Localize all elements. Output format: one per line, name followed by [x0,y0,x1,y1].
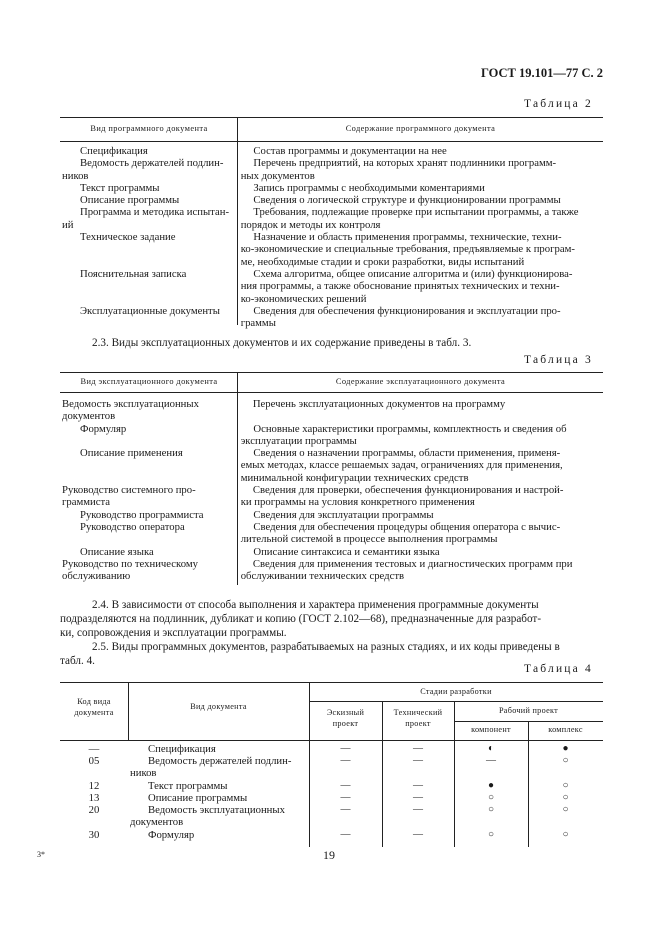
table2-row [60,219,603,231]
table2-type-cell: Описание программы [80,194,180,207]
table3-content-cell: емых методах, классе решаемых задач, ограничениях для применения, [240,459,563,472]
table2-content-cell: Назначение и область применения программы, технические, техни- [253,231,562,244]
table2-content-cell: Схема алгоритма, общее описание алгоритма и (или) функционирова- [253,267,573,280]
table2-type-cell [60,293,237,305]
table2-row [60,231,603,243]
table3-row [60,558,603,570]
table4-vline-4 [454,701,455,847]
table2-row [60,194,603,206]
table3-row [60,472,603,484]
table3-content-cell: ки программы на условия конкретного применения [240,496,475,509]
table3-row [60,570,603,582]
table2-row [60,280,603,292]
table3-type-cell: Руководство системного про- [62,484,196,497]
table4-sketch-header [309,707,382,729]
table2-row [60,243,603,255]
table2-row [60,145,603,157]
table3-row [60,447,603,459]
table3-type-cell: Описание языка [80,545,154,558]
table4-work-header: Рабочий проект [498,706,559,715]
paragraph-2-5-line2: табл. 4. [60,655,95,667]
table2-content-cell: Требования, подлежащие проверке при испытании программы, а также [253,206,579,219]
table3-caption: Таблица 3 [524,354,593,366]
paragraph-2-4-line2: подразделяются на подлинник, дубликат и копию (ГОСТ 2.102—68), предназначенные для разработ- [60,613,542,625]
table3-body [60,393,603,582]
table3-row [60,496,603,508]
table4-component-cell: ◐ [487,743,495,754]
table4-name-cell-cont: ников [130,767,157,779]
table3-row [60,484,603,496]
table3-col1-header: Вид эксплуатационного документа [80,377,218,386]
table2-type-cell: Спецификация [80,145,148,157]
table2-content-cell: ко-экономические и специальные требования, предъявляемые к програм- [240,243,575,256]
table3-type-cell: Руководство по техническому [62,557,198,570]
table4-tech-cell: — [413,755,423,766]
table4-code-cell: 30 [88,829,100,841]
table3-row [60,398,603,410]
table3-header [60,372,603,393]
table4-sketch-cell: — [340,780,351,791]
table2-divider [237,117,238,325]
table3-type-cell [60,472,237,484]
table3-content-cell: эксплуатации программы [240,434,357,447]
table4-tech-cell: — [413,829,423,840]
table4-tech-header-line2: проект [405,719,431,728]
table4-name-cell: Спецификация [148,743,216,755]
table4-name-cell: Ведомость эксплуатационных [148,804,285,816]
table3-type-cell: Ведомость эксплуатационных [62,398,199,410]
table3 [60,372,603,582]
table4-code-cell: 20 [88,804,100,816]
table2-type-cell [60,317,237,329]
table4-name-cell-cont: документов [130,816,184,828]
table3-content-cell: минимальной конфигурации технических средств [240,471,469,484]
table3-content-cell: Сведения для применения тестовых и диагностических программ при [252,557,573,570]
table2-body [60,142,603,329]
table3-row [60,533,603,545]
table4-complex-cell: ○ [562,804,569,815]
table2 [60,117,603,329]
paragraph-2-5-line1: 2.5. Виды программных документов, разрабатываемых на разных стадиях, и их коды приведены в [92,641,560,653]
table4-complex-cell: ○ [562,829,569,840]
table4-tech-header [382,707,454,729]
table4-component-cell: ○ [487,804,495,815]
table4-component-cell: ○ [487,792,495,803]
table2-content-cell: порядок и методы их контроля [240,218,381,231]
table4-tech-cell: — [413,804,423,815]
table4-sketch-header-line2: проект [332,719,359,728]
table4-sketch-header-line1: Эскизный [326,708,365,717]
table3-content-cell: Сведения для эксплуатации программы [253,508,434,521]
table3-row [60,435,603,447]
table3-content-cell: Сведения о назначении программы, области применения, применя- [253,447,561,460]
table4-tech-cell: — [413,780,423,791]
table2-row [60,268,603,280]
table3-content-cell: лительной системой в процессе выполнения программы [240,533,498,546]
table2-header [60,117,603,142]
table2-type-cell: Пояснительная записка [80,267,187,280]
table4-component-cell: ● [487,780,495,791]
table3-type-cell: граммиста [62,496,111,509]
table2-type-cell: ий [62,218,74,231]
table2-col2-header: Содержание программного документа [345,124,496,133]
table4-component-header: компонент [471,725,511,734]
table3-divider [237,372,238,585]
table4-name-cell: Ведомость держателей подлин- [148,755,292,767]
table2-row [60,293,603,305]
table3-type-cell: обслуживанию [62,570,131,583]
table3-content-cell: обслуживании технических средств [240,570,405,583]
table3-row [60,423,603,435]
table2-content-cell: ме, необходимые стадии и сроки разработки, виды испытаний [240,255,525,268]
table4-stages-rule [309,701,603,702]
table4-code-cell: 13 [88,792,100,804]
table2-type-cell [60,256,237,268]
standard-header: ГОСТ 19.101—77 С. 2 [481,66,604,80]
table4-caption: Таблица 4 [524,663,593,675]
table4-sketch-cell: — [340,804,351,815]
table3-row [60,546,603,558]
table2-type-cell: Текст программы [80,181,160,194]
table4-code-cell: — [88,743,100,755]
table4-code-header-line2: документа [74,708,114,717]
table2-type-cell: Программа и методика испытан- [80,206,229,219]
table3-row [60,459,603,471]
table2-content-cell: Сведения о логической структуре и функционировании программы [253,194,561,207]
table4-name-cell: Описание программы [148,792,248,804]
table4-complex-header: комплекс [548,725,583,734]
table4-name-cell: Формуляр [148,829,195,841]
table2-row [60,305,603,317]
table2-content-cell: Запись программы с необходимыми коментариями [253,181,485,194]
table3-row [60,410,603,422]
table3-type-cell [60,435,237,447]
table3-type-cell: Формуляр [80,422,127,435]
table4-component-cell: ○ [487,829,495,840]
table3-type-cell: документов [62,410,116,423]
table4-type-header: Вид документа [190,702,247,711]
table2-type-cell: Эксплуатационные документы [80,304,220,317]
footer-mark: 3* [37,850,45,859]
table4-component-cell: — [486,755,496,766]
table4-name-cell: Текст программы [148,780,228,792]
table3-type-cell: Руководство оператора [80,520,185,533]
table3-col2-header: Содержание эксплуатационного документа [335,377,506,386]
table3-type-cell: Руководство программиста [80,508,204,521]
table4-sketch-cell: — [340,755,351,766]
paragraph-2-4-line3: ки, сопровождения и эксплуатации программы. [60,627,287,639]
table4-complex-cell: ○ [562,780,569,791]
table2-type-cell: Техническое задание [80,231,176,244]
table2-type-cell: ников [62,169,89,182]
table3-content-cell [237,410,603,422]
table3-row [60,509,603,521]
table2-row [60,182,603,194]
table3-type-cell: Описание применения [80,447,183,460]
table2-col1-header: Вид программного документа [90,124,208,133]
table2-type-cell [60,243,237,255]
table3-content-cell: Сведения для проверки, обеспечения функционирования и настрой- [252,484,564,497]
table4-header-rule [60,740,603,741]
table3-content-cell: Описание синтаксиса и семантики языка [253,545,440,558]
table2-content-cell: ния программы, а также обоснование принятых технических и техни- [240,280,560,293]
table2-content-cell: Состав программы и документации на нее [253,145,447,157]
table2-content-cell: граммы [240,317,276,330]
table4-sketch-cell: — [340,792,351,803]
table3-type-cell [60,459,237,471]
table4-sketch-cell: — [340,829,351,840]
paragraph-2-3: 2.3. Виды эксплуатационных документов и их содержание приведены в табл. 3. [92,337,472,349]
table4-tech-header-line1: Технический [393,708,443,717]
table4-tech-cell: — [413,792,423,803]
table2-row [60,206,603,218]
table2-type-cell: Ведомость держателей подлин- [80,157,224,170]
table3-row [60,521,603,533]
table2-row [60,256,603,268]
table4-code-cell: 05 [88,755,100,767]
table2-row [60,157,603,169]
table4-top-rule [60,682,603,683]
table4-complex-cell: ○ [562,755,569,766]
paragraph-2-4-line1: 2.4. В зависимости от способа выполнения и характера применения программные документы [92,599,539,611]
table3-content-cell: Перечень эксплуатационных документов на программу [252,398,506,410]
table2-row [60,170,603,182]
table4-tech-cell: — [413,743,423,754]
table2-content-cell: Сведения для обеспечения функционирования и эксплуатации про- [253,304,561,317]
table2-content-cell: ко-экономических решений [240,292,367,305]
table4-stages-header: Стадии разработки [420,687,492,696]
table2-row [60,317,603,329]
table2-content-cell: ных документов [240,169,315,182]
table4-code-header [60,696,128,718]
table2-caption: Таблица 2 [524,98,593,110]
table4-complex-cell: ○ [562,792,569,803]
table3-type-cell [60,533,237,545]
table4-code-cell: 12 [88,780,100,792]
table4-code-header-line1: Код вида [77,697,111,706]
table4-sketch-cell: — [340,743,351,754]
table2-type-cell [60,280,237,292]
page-number: 19 [323,848,335,862]
table2-content-cell: Перечень предприятий, на которых хранят подлинники программ- [253,157,557,170]
table3-content-cell: Сведения для обеспечения процедуры общения оператора с вычис- [253,520,561,533]
table3-content-cell: Основные характеристики программы, комплектность и сведения об [253,422,567,435]
table4-complex-cell: ● [562,743,569,754]
